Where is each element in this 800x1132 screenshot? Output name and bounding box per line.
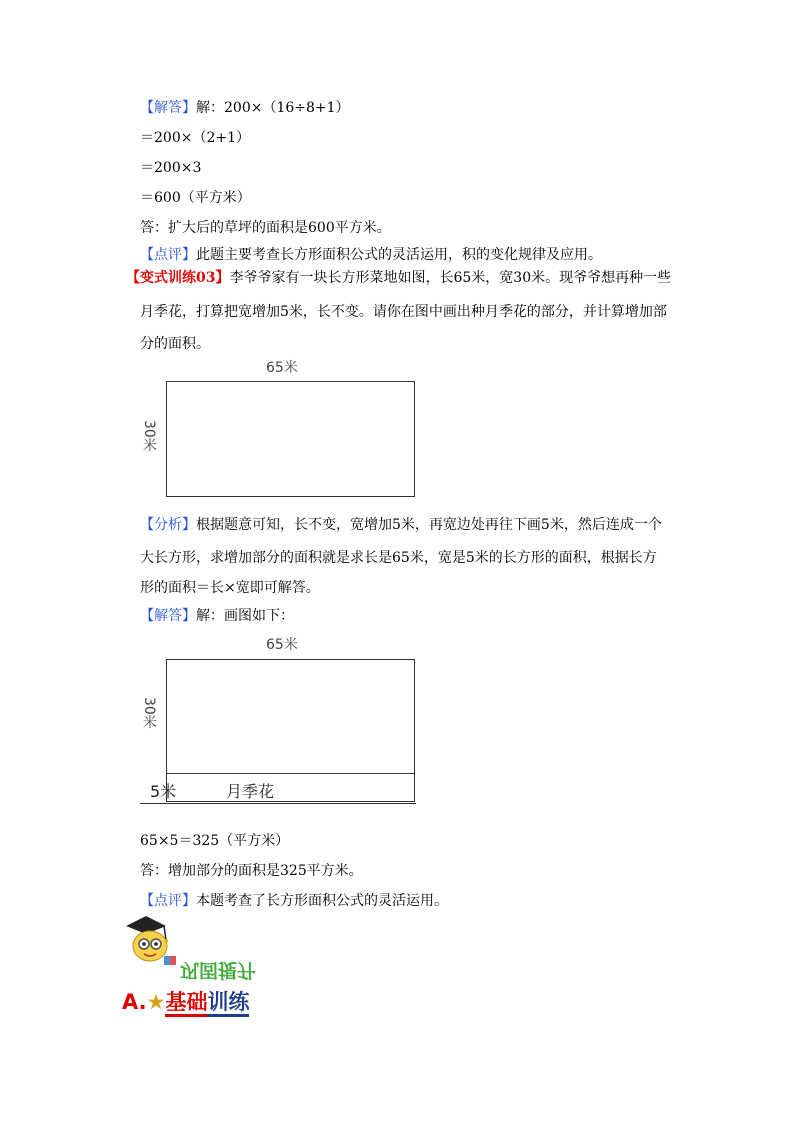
- section-prefix: A.: [122, 990, 147, 1014]
- figure2-strip-divider: [166, 773, 415, 774]
- solution1-answer: 答：扩大后的草坪的面积是600平方米。: [140, 220, 391, 236]
- figure1-top-label: 65米: [266, 360, 298, 376]
- solution1-line1: 【解答】解：200×（16÷8+1）: [140, 100, 350, 116]
- figure2-baseline: [140, 803, 416, 804]
- trophy-icon: ★: [146, 990, 166, 1014]
- solution2: 【解答】解：画图如下：: [140, 608, 294, 624]
- figure1-side-label: 30米: [141, 420, 157, 452]
- calc-line: 65×5＝325（平方米）: [140, 833, 290, 849]
- exercise-line2: 月季花，打算把宽增加5米，长不变。请你在图中画出种月季花的部分，并计算增加部: [140, 304, 667, 320]
- analysis-line1: 【分析】根据题意可知，长不变，宽增加5米，再宽边处再往下画5米，然后连成一个: [140, 517, 662, 533]
- solution1-line3: ＝200×3: [140, 160, 202, 176]
- exercise-line1: 【变式训练03】李爷爷家有一块长方形菜地如图，长65米，宽30米。现爷爷想再种一些: [126, 270, 672, 286]
- solution1-line4: ＝600（平方米）: [140, 190, 251, 206]
- exercise-line3: 分的面积。: [140, 336, 210, 352]
- banner-text: 巩固提升: [180, 959, 257, 981]
- analysis-line3: 形的面积＝长×宽即可解答。: [140, 580, 320, 596]
- review1: 【点评】此题主要考查长方形面积公式的灵活运用，积的变化规律及应用。: [140, 247, 602, 263]
- figure2-strip-name: 月季花: [226, 782, 275, 801]
- analysis-line2: 大长方形，求增加部分的面积就是求长是65米，宽是5米的长方形的面积，根据长方: [140, 550, 657, 566]
- figure2-side-label: 30米: [141, 697, 157, 729]
- solution-tag: 【解答】: [140, 608, 196, 624]
- solution-tag: 【解答】: [140, 100, 196, 116]
- section-title: [122, 986, 249, 1016]
- section-title-red: 基础: [165, 990, 207, 1017]
- review2: 【点评】本题考查了长方形面积公式的灵活运用。: [140, 893, 448, 909]
- review-tag: 【点评】: [140, 893, 196, 909]
- solution1-line2: ＝200×（2+1）: [140, 130, 250, 146]
- figure2-strip-width-label: 5米: [150, 782, 177, 801]
- figure2-rectangle: [166, 659, 415, 802]
- analysis-tag: 【分析】: [140, 517, 196, 533]
- figure2-top-label: 65米: [266, 637, 298, 653]
- review-tag: 【点评】: [140, 247, 196, 263]
- figure1-rectangle: [166, 381, 415, 497]
- section-title-blue: 训练: [207, 990, 249, 1017]
- calc-answer: 答：增加部分的面积是325平方米。: [140, 863, 363, 879]
- exercise-tag: 【变式训练03】: [126, 270, 230, 286]
